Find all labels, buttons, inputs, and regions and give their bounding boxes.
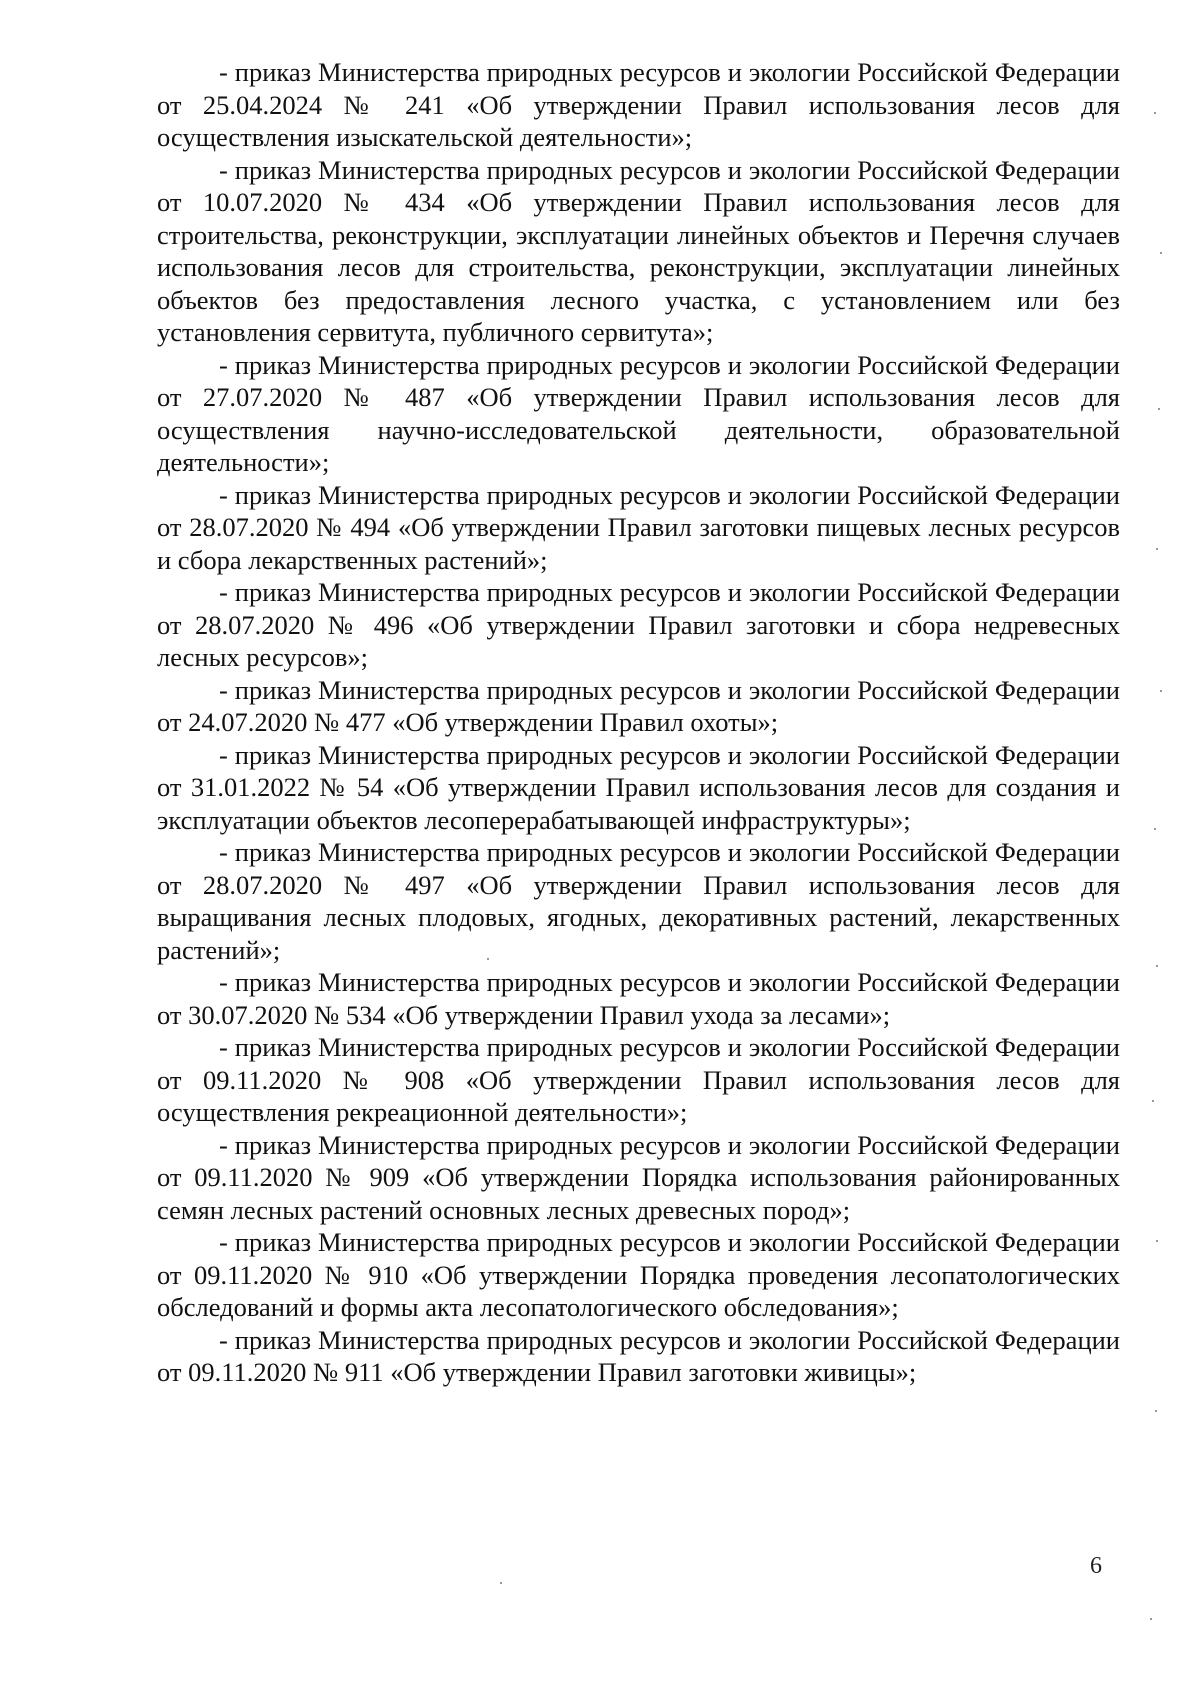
list-item: - приказ Министерства природных ресурсов и экологии Российской Федерации от 31.01.2022 № 54 «Об утверждении Правил использования лесов для создания и эксплуатации объектов лесоперерабатывающей инфраструктуры»;: [157, 739, 1120, 835]
scan-speck: [1154, 828, 1156, 830]
list-item: - приказ Министерства природных ресурсов и экологии Российской Федерации от 10.07.2020 № 434 «Об утверждении Правил использования лесов для строительства, реконструкции, эксплуатации линейных объектов и Перечня случаев использования лесов для строительства, реконструкции, эксплуатации линейных объектов без предоставления лесного участка, с установлением или без установления сервитута, публичного сервитута»;: [157, 154, 1120, 347]
list-item: - приказ Министерства природных ресурсов и экологии Российской Федерации от 30.07.2020 № 534 «Об утверждении Правил ухода за лесами»;: [157, 967, 1120, 1030]
scan-speck: [1160, 690, 1162, 692]
list-item: - приказ Министерства природных ресурсов и экологии Российской Федерации от 09.11.2020 № 911 «Об утверждении Правил заготовки живицы»;: [157, 1324, 1120, 1387]
scan-speck: [500, 1582, 502, 1584]
scan-speck: [1156, 1240, 1158, 1242]
scan-speck: [1152, 1100, 1154, 1102]
scan-speck: [1156, 548, 1158, 550]
list-item: - приказ Министерства природных ресурсов и экологии Российской Федерации от 09.11.2020 № 909 «Об утверждении Порядка использования районированных семян лесных растений основных лесных древесных пород»;: [157, 1129, 1120, 1225]
scan-speck: [1154, 112, 1156, 114]
page-number: 6: [1090, 1553, 1102, 1579]
list-item: - приказ Министерства природных ресурсов и экологии Российской Федерации от 24.07.2020 № 477 «Об утверждении Правил охоты»;: [157, 674, 1120, 737]
list-item: - приказ Министерства природных ресурсов и экологии Российской Федерации от 28.07.2020 № 496 «Об утверждении Правил заготовки и сбора недревесных лесных ресурсов»;: [157, 577, 1120, 672]
list-item: - приказ Министерства природных ресурсов и экологии Российской Федерации от 28.07.2020 № 497 «Об утверждении Правил использования лесов для выращивания лесных плодовых, ягодных, декоративных растений, лекарственных растений»;: [157, 837, 1120, 965]
scan-speck: [1160, 252, 1162, 254]
list-item: - приказ Министерства природных ресурсов и экологии Российской Федерации от 25.04.2024 № 241 «Об утверждении Правил использования лесов для осуществления изыскательской деятельности»;: [157, 57, 1120, 152]
list-item: - приказ Министерства природных ресурсов и экологии Российской Федерации от 28.07.2020 № 494 «Об утверждении Правил заготовки пищевых лесных ресурсов и сбора лекарственных растений»;: [157, 479, 1120, 575]
scan-speck: [1158, 408, 1160, 410]
scan-speck: [1155, 1410, 1157, 1412]
list-item: - приказ Министерства природных ресурсов и экологии Российской Федерации от 27.07.2020 № 487 «Об утверждении Правил использования лесов для осуществления научно-исследовательской деятельности, образовательной деятельности»;: [157, 349, 1120, 477]
document-body: [157, 56, 1120, 1389]
scan-speck: [487, 958, 489, 960]
list-item: - приказ Министерства природных ресурсов и экологии Российской Федерации от 09.11.2020 № 910 «Об утверждении Порядка проведения лесопатологических обследований и формы акта лесопатологического обследования»;: [157, 1227, 1120, 1322]
scan-speck: [1156, 965, 1158, 967]
list-item: - приказ Министерства природных ресурсов и экологии Российской Федерации от 09.11.2020 № 908 «Об утверждении Правил использования лесов для осуществления рекреационной деятельности»;: [157, 1032, 1120, 1127]
scan-speck: [1150, 1618, 1152, 1620]
